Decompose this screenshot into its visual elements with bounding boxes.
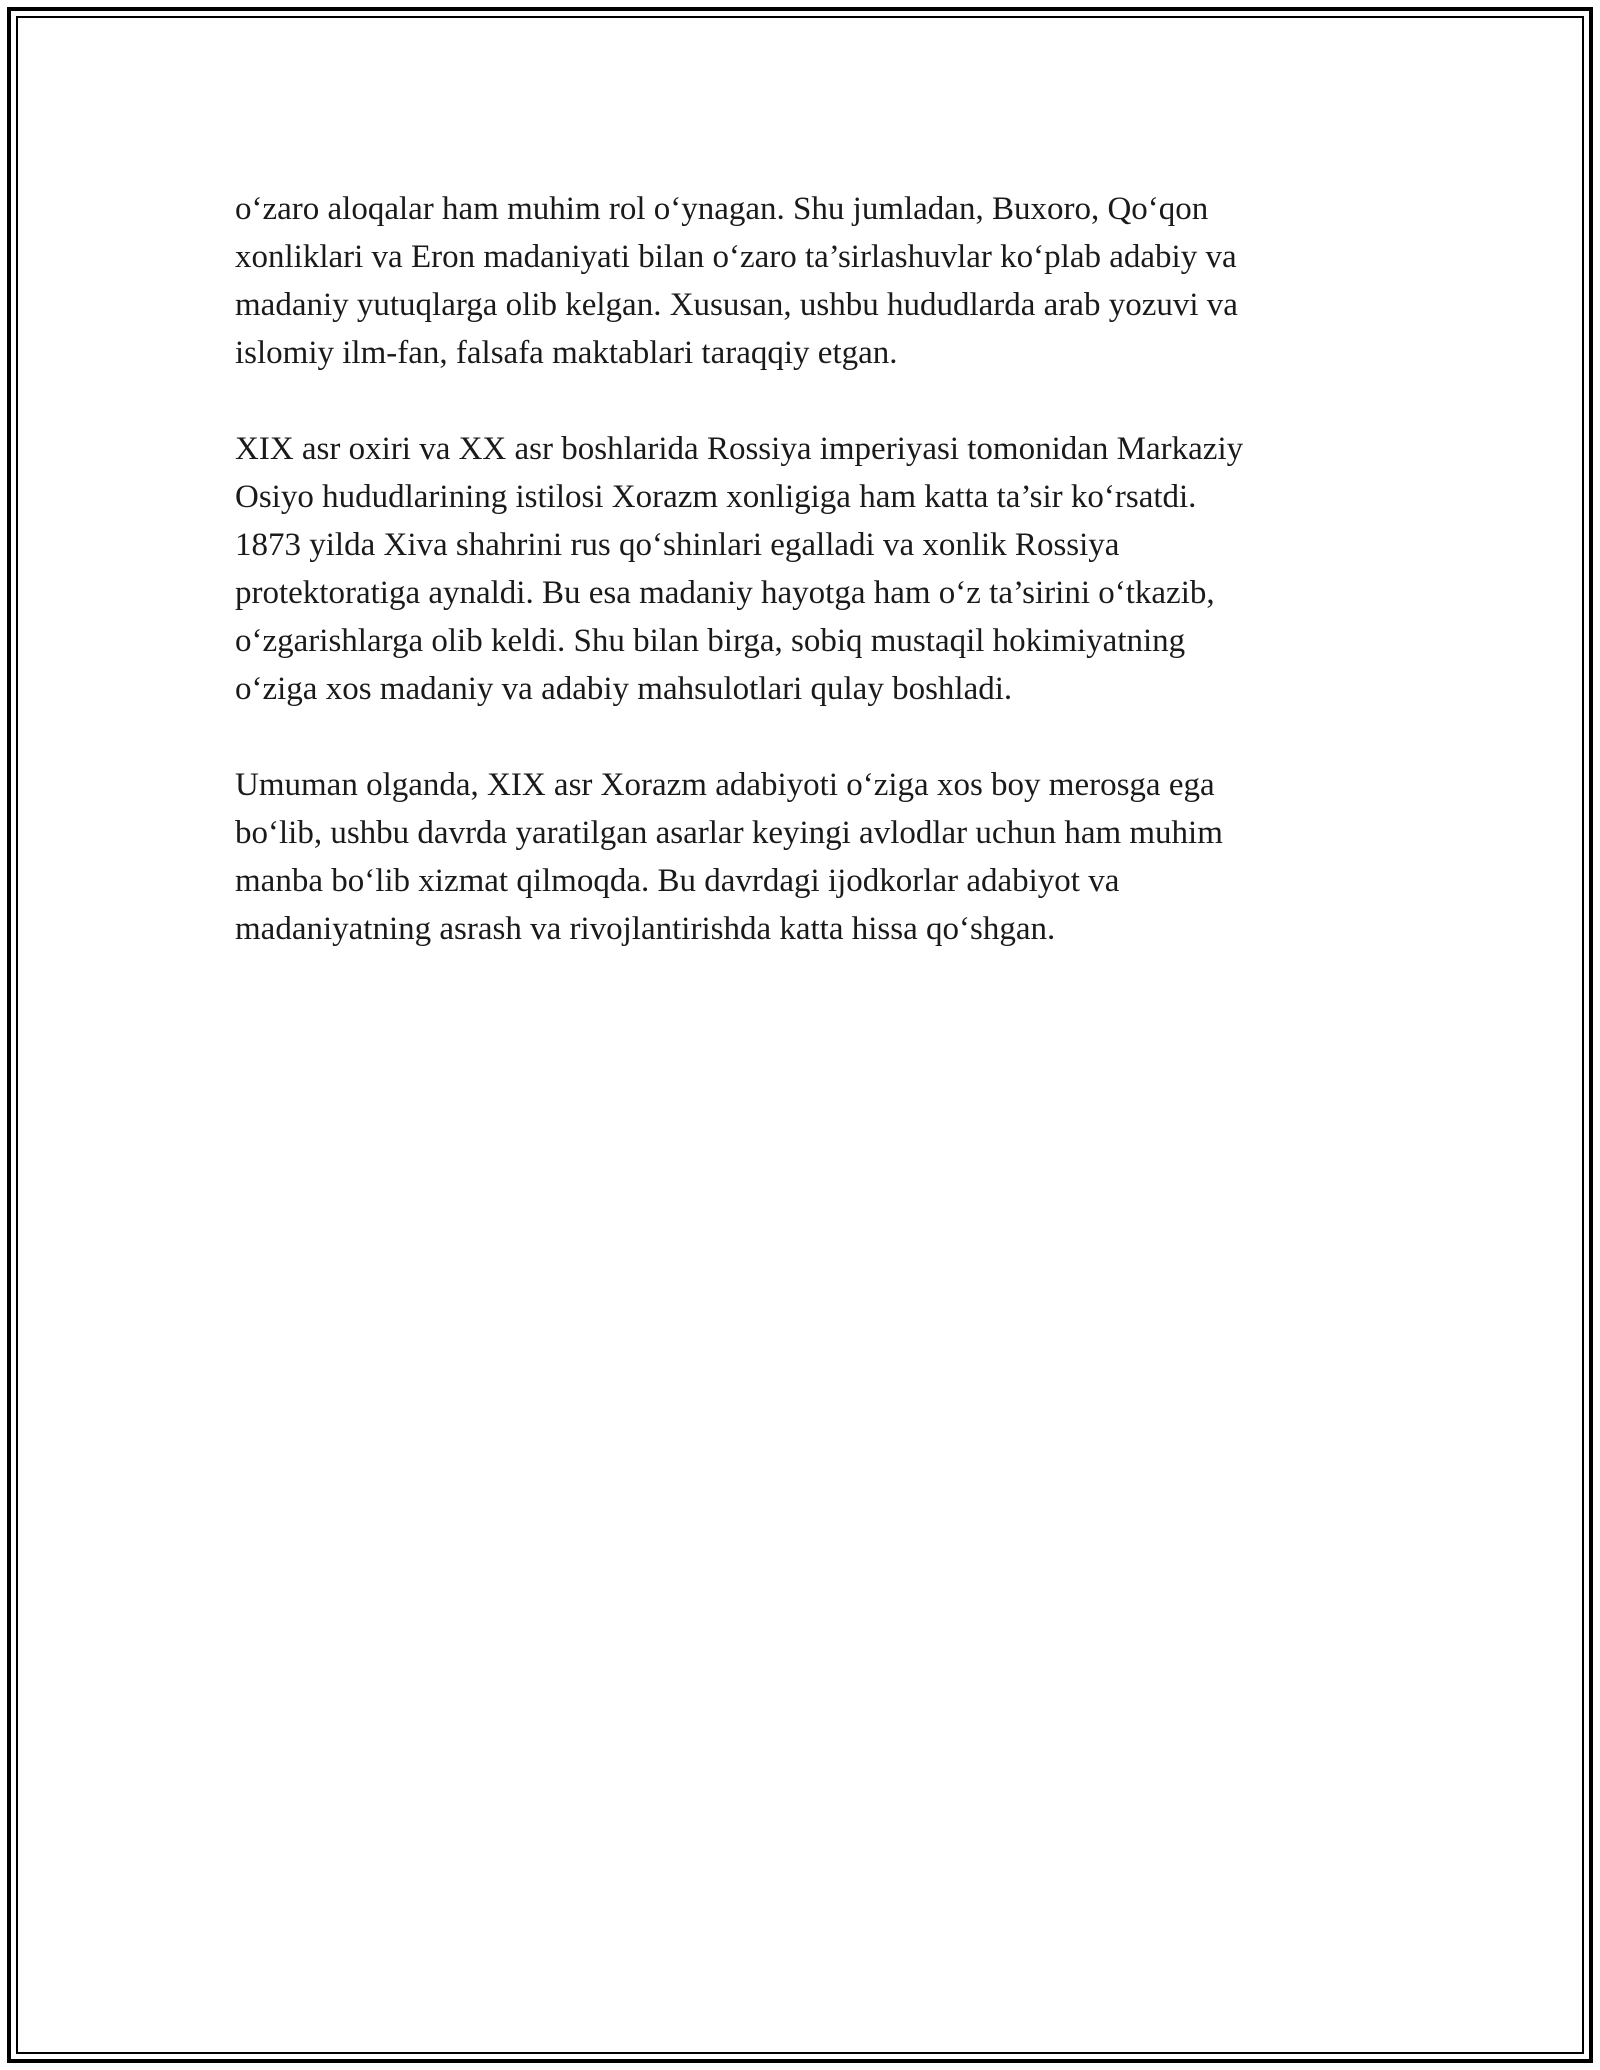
- text-line: madaniyatning asrash va rivojlantirishda katta hissa qo‘shgan.: [235, 911, 1056, 947]
- text-line: protektoratiga aynaldi. Bu esa madaniy hayotga ham o‘z ta’sirini o‘tkazib,: [235, 575, 1215, 611]
- text-line: islomiy ilm-fan, falsafa maktablari taraqqiy etgan.: [235, 335, 898, 371]
- text-line: madaniy yutuqlarga olib kelgan. Xususan, ushbu hududlarda arab yozuvi va: [235, 287, 1238, 323]
- text-line: o‘zaro aloqalar ham muhim rol o‘ynagan. Shu jumladan, Buxoro, Qo‘qon: [235, 191, 1209, 227]
- text-line: Osiyo hududlarining istilosi Xorazm xonligiga ham katta ta’sir ko‘rsatdi.: [235, 479, 1197, 515]
- paragraph-2: [235, 425, 1375, 713]
- document-body: [235, 185, 1375, 1001]
- text-line: manba bo‘lib xizmat qilmoqda. Bu davrdagi ijodkorlar adabiyot va: [235, 863, 1120, 899]
- text-line: bo‘lib, ushbu davrda yaratilgan asarlar keyingi avlodlar uchun ham muhim: [235, 815, 1223, 851]
- text-line: XIX asr oxiri va XX asr boshlarida Rossiya imperiyasi tomonidan Markaziy: [235, 431, 1244, 467]
- text-line: Umuman olganda, XIX asr Xorazm adabiyoti o‘ziga xos boy merosga ega: [235, 767, 1215, 803]
- text-line: 1873 yilda Xiva shahrini rus qo‘shinlari egalladi va xonlik Rossiya: [235, 527, 1120, 563]
- paragraph-1: [235, 185, 1375, 377]
- paragraph-3: [235, 761, 1375, 953]
- text-line: xonliklari va Eron madaniyati bilan o‘zaro ta’sirlashuvlar ko‘plab adabiy va: [235, 239, 1237, 275]
- text-line: o‘ziga xos madaniy va adabiy mahsulotlari qulay boshladi.: [235, 671, 1013, 707]
- text-line: o‘zgarishlarga olib keldi. Shu bilan birga, sobiq mustaqil hokimiyatning: [235, 623, 1186, 659]
